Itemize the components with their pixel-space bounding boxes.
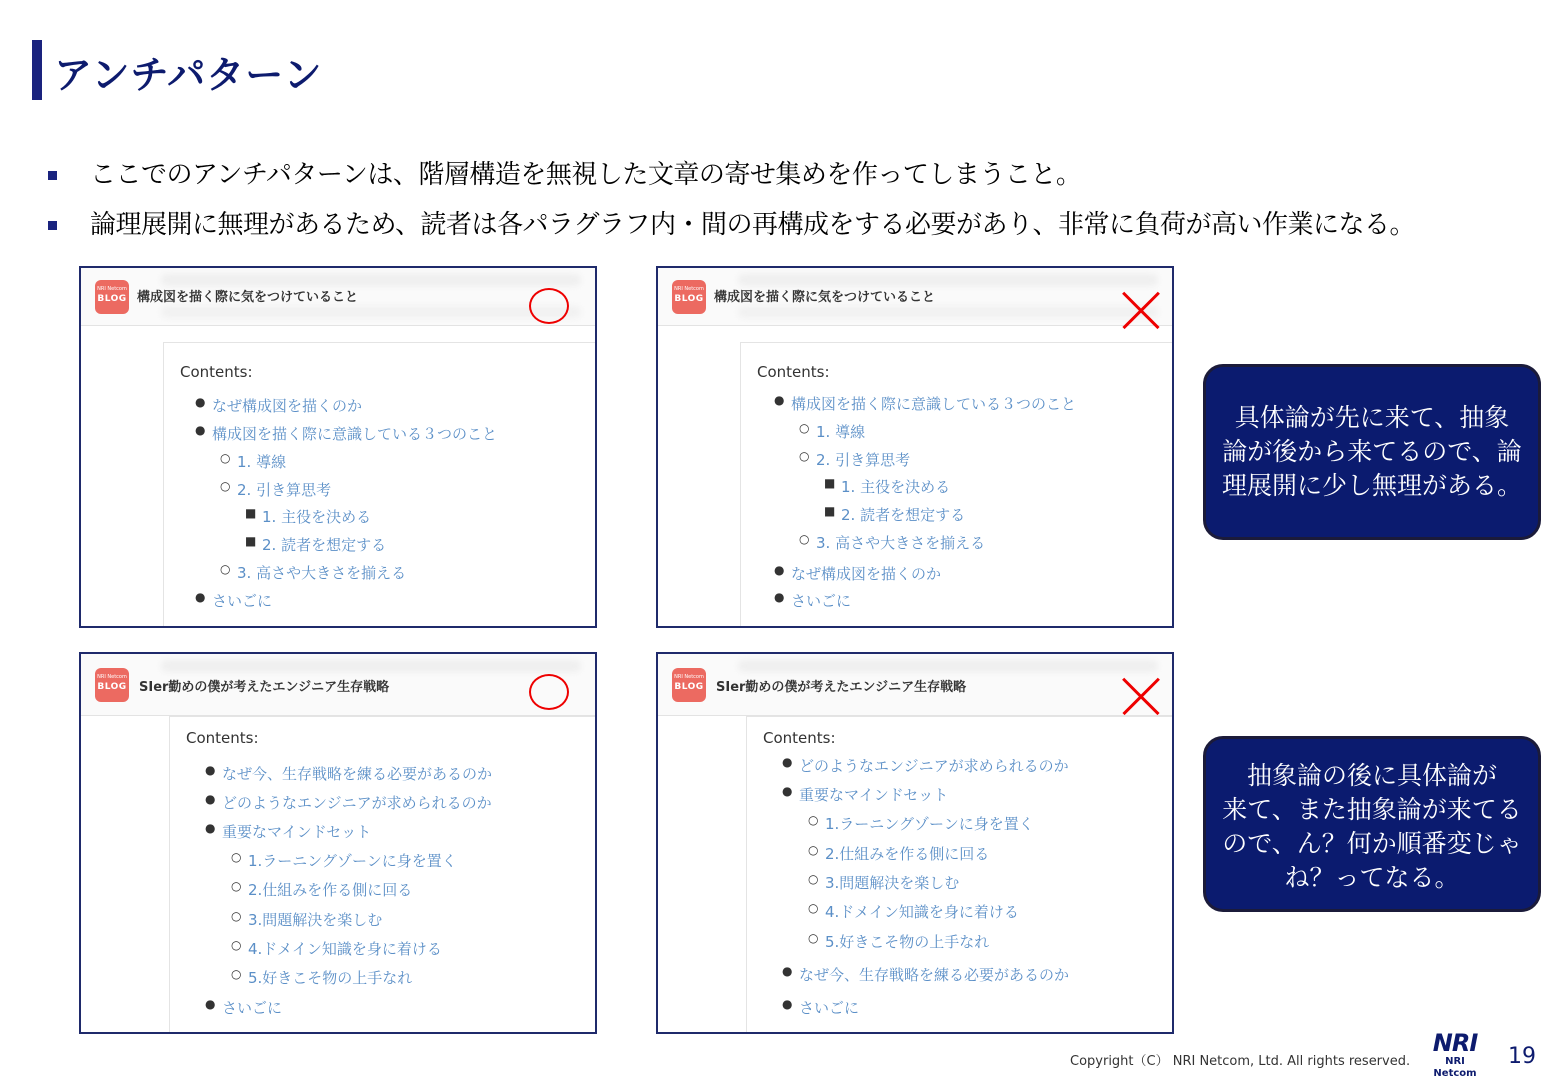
callout-line: 来て、また抽象論が来てる [1222,795,1522,824]
article-header [658,654,1172,716]
bullet-item: 論理展開に無理があるため、読者は各パラグラフ内・間の再構成をする必要があり、非常に負荷が高い作業になる。 [44,200,1415,250]
toc-item[interactable]: ○ 4.ドメイン知識を身に着ける [808,901,1019,921]
toc-item[interactable]: ● 構成図を描く際に意識している３つのこと [774,393,1077,413]
toc-item[interactable]: ● 構成図を描く際に意識している３つのこと [195,423,498,443]
article-header [658,268,1172,326]
toc-item[interactable]: ● どのようなエンジニアが求められるのか [205,792,492,812]
article-title: 構成図を描く際に気をつけていること [714,290,936,305]
blurred-text [738,306,1158,318]
toc-item[interactable]: ● さいごに [774,590,852,610]
toc-item[interactable]: ○ 2.仕組みを作る側に回る [231,879,413,899]
table-of-contents [163,342,595,626]
circle-good-icon [529,288,569,324]
page-title: アンチパターン [54,53,323,97]
toc-heading: Contents: [757,363,830,381]
toc-item[interactable]: ● 重要なマインドセット [782,784,949,804]
screenshot-panel-2 [656,266,1174,628]
toc-item[interactable]: ○ 5.好きこそ物の上手なれ [808,931,990,951]
cross-bad-icon [1120,676,1160,716]
toc-item[interactable]: ● さいごに [195,590,273,610]
blog-logo: NRI Netcom BLOG [95,668,129,702]
toc-item[interactable]: ○ 3.問題解決を楽しむ [808,872,960,892]
callout-line: 具体論が先に来て、抽象 [1234,403,1510,432]
toc-item[interactable]: ● なぜ構成図を描くのか [774,563,942,583]
callout-line: ので、ん？何か順番変じゃ [1222,829,1522,858]
toc-item[interactable]: ■ 1. 主役を決める [245,506,372,526]
toc-item[interactable]: ● なぜ構成図を描くのか [195,395,363,415]
toc-item[interactable]: ○ 2.仕組みを作る側に回る [808,843,990,863]
toc-item[interactable]: ○ 2. 引き算思考 [799,449,911,469]
blurred-text [738,274,1158,286]
callout-line: ね？ってなる。 [1284,863,1460,892]
bullet-list [44,150,1415,250]
callout-box-2 [1203,736,1541,912]
blurred-text [738,660,1158,672]
toc-heading: Contents: [180,363,253,381]
article-title: 構成図を描く際に気をつけていること [137,290,359,305]
toc-item[interactable]: ● なぜ今、生存戦略を練る必要があるのか [782,964,1070,984]
screenshot-panel-1 [79,266,597,628]
article-header [81,654,595,716]
bullet-item: ここでのアンチパターンは、階層構造を無視した文章の寄せ集めを作ってしまうこと。 [44,150,1415,200]
toc-item[interactable]: ○ 1.ラーニングゾーンに身を置く [808,813,1034,833]
page-number: 19 [1508,1044,1536,1069]
screenshot-panel-3 [79,652,597,1034]
toc-item[interactable]: ■ 1. 主役を決める [824,476,951,496]
toc-item[interactable]: ● なぜ今、生存戦略を練る必要があるのか [205,763,493,783]
article-title: SIer勤めの僕が考えたエンジニア生存戦略 [716,680,967,695]
cross-bad-icon [1120,290,1160,330]
toc-item[interactable]: ○ 1. 導線 [799,421,866,441]
table-of-contents [169,716,595,1032]
toc-item[interactable]: ○ 3. 高さや大きさを揃える [799,532,986,552]
toc-item[interactable]: ○ 3. 高さや大きさを揃える [220,562,407,582]
toc-heading: Contents: [763,729,836,747]
blurred-text [161,274,581,286]
toc-item[interactable]: ○ 2. 引き算思考 [220,479,332,499]
copyright-text: Copyright（C） NRI Netcom, Ltd. All rights reserved. [1070,1054,1411,1069]
table-of-contents [746,716,1172,1032]
toc-item[interactable]: ○ 1. 導線 [220,451,287,471]
toc-item[interactable]: ■ 2. 読者を想定する [824,504,966,524]
toc-item[interactable]: ○ 4.ドメイン知識を身に着ける [231,938,442,958]
toc-item[interactable]: ● 重要なマインドセット [205,821,372,841]
article-title: SIer勤めの僕が考えたエンジニア生存戦略 [139,680,390,695]
toc-item[interactable]: ● どのようなエンジニアが求められるのか [782,755,1069,775]
screenshot-panel-4 [656,652,1174,1034]
circle-good-icon [529,674,569,710]
callout-box-1 [1203,364,1541,540]
blurred-text [161,306,581,318]
toc-item[interactable]: ○ 5.好きこそ物の上手なれ [231,967,413,987]
callout-line: 論が後から来てるので、論 [1222,437,1522,466]
toc-item[interactable]: ○ 1.ラーニングゾーンに身を置く [231,850,457,870]
toc-item[interactable]: ○ 3.問題解決を楽しむ [231,909,383,929]
title-accent-bar [32,40,42,100]
article-header [81,268,595,326]
toc-item[interactable]: ● さいごに [782,997,860,1017]
blog-logo: NRI Netcom BLOG [672,668,706,702]
blurred-text [161,660,581,672]
table-of-contents [740,342,1172,626]
callout-line: 理展開に少し無理がある。 [1221,471,1522,500]
toc-heading: Contents: [186,729,259,747]
toc-item[interactable]: ● さいごに [205,997,283,1017]
blog-logo: NRI Netcom BLOG [95,280,129,314]
blog-logo: NRI Netcom BLOG [672,280,706,314]
callout-line: 抽象論の後に具体論が [1246,761,1497,790]
nri-logo: NRI NRI Netcom [1432,1029,1478,1079]
toc-item[interactable]: ■ 2. 読者を想定する [245,534,387,554]
